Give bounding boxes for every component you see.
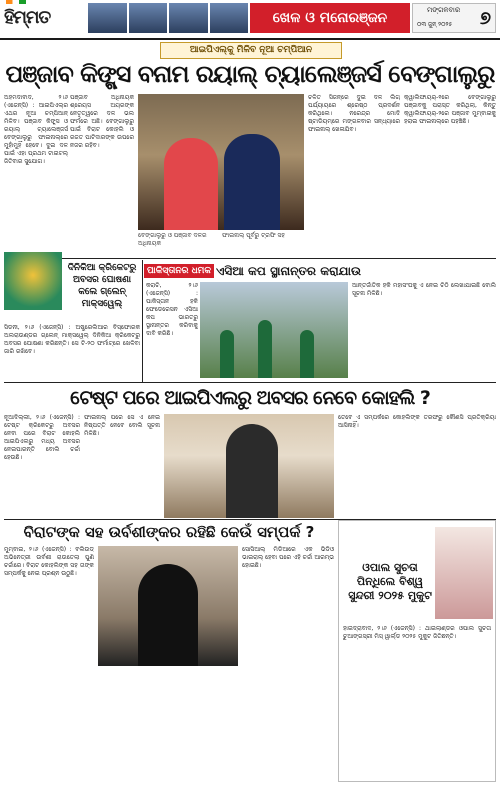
kohli-col-3: [338, 414, 496, 518]
miss-universe-body-text: ହାଇଦ୍ରାବାଦ, ୨।୬ (ଏଜେନ୍ସି) : ଥାଇଲାଣ୍ଡର ଓପାଲ ସୁଚତା ଚୁଆଙ୍ଗସ୍ରୀ ମିସ୍ ୱାର୍ଲ୍ଡ ୨୦୨୫ ମୁକୁଟ ଜିତିଛନ୍ତି।: [343, 625, 491, 640]
weekday: ମଙ୍ଗଳବାର: [427, 6, 461, 14]
lead-col-2: [70, 94, 134, 254]
maxwell-photo: [4, 252, 62, 310]
urvashi-body: [4, 546, 94, 782]
lead-col-3: [308, 94, 400, 254]
lead-col-3-text: ଚଳିତ ସିଜନ୍‌ରେ ଦୁଇ ଦଳ ଲିଗ୍ ପର୍ଯ୍ୟାୟରେ ଶ୍ରେଷ୍ଠ ପ୍ରଦର୍ଶନ କରିଥିଲେ। ନରେନ୍ଦ୍ର ମୋଦି ଷ୍ଟାଡିୟମ୍‌ରେ ମଙ୍ଗଳବାର ସନ୍ଧ୍ୟାରେ ଫାଇନାଲ୍ ଖେଳାଯିବ।: [308, 94, 400, 133]
pak-headline: ଏସିଆ କପ ସ୍ଥାନାନ୍ତର କରାଯାଉ: [216, 264, 362, 278]
miss-universe-body: [343, 625, 491, 775]
miss-universe-box: [338, 520, 496, 782]
pak-right-col: [352, 282, 496, 380]
divider: [4, 382, 496, 383]
urvashi-photo: [98, 546, 238, 666]
kohli-col-2: [84, 414, 160, 518]
player-figure: [226, 424, 278, 518]
ipl-captains-photo: [138, 94, 304, 230]
maxwell-headline: ଦିନିକିଆ କ୍ରିକେଟରୁ ଅବସର ଘୋଷଣା କଲେ ଗ୍ଲେନ୍ ମାକ୍ସୱେଲ୍: [67, 263, 137, 309]
strip-photo: [129, 3, 168, 33]
maxwell-body: [4, 324, 140, 380]
player-figure: [300, 330, 314, 378]
person-figure: [138, 564, 198, 666]
section-title: ଖେଳ ଓ ମନୋରଞ୍ଜନ: [250, 3, 410, 33]
lead-headline: ପଞ୍ଜାବ କିଙ୍ଗ୍ସ ବନାମ ରୟାଲ୍ ଚ୍ୟାଲେଞ୍ଜର୍ସ ବେଙ୍ଗାଲୁରୁ: [5, 60, 495, 88]
strip-photo: [169, 3, 208, 33]
lead-col-2-text: ପଞ୍ଜାବ ଅଧିନାୟକ ଶ୍ରେୟସ ଅୟରଙ୍କ ନେତୃତ୍ୱରେ ଦଳ ଭଲ ଫର୍ମରେ ଅଛି। ବେଙ୍ଗାଲୁରୁ ପାଇଁ ବିରାଟ କୋହଲି ଓ ରଜତ ପାଟିଦାରଙ୍କ ଉପରେ ନଜର ରହିବ।: [70, 94, 134, 149]
miss-universe-headline: ଓପାଲ ସୁଚତା ପିନ୍ଧିଲେ ବିଶ୍ୱ ସୁନ୍ଦରୀ ୨୦୨୫ ମୁକୁଟ: [348, 561, 432, 602]
player-figure: [258, 320, 272, 378]
kohli-photo: [164, 414, 334, 518]
urvashi-body-text: ମୁମ୍ବାଇ, ୨।୬ (ଏଜେନ୍ସି) : ବଲିଉଡ୍ ଅଭିନେତ୍ରୀ ଉର୍ବଶୀ ରାଉତେଲା ପୁଣି ଚର୍ଚ୍ଚାରେ। ବିରାଟ କୋହଲିଙ୍କ ସହ ତାଙ୍କ ସମ୍ପର୍କକୁ ନେଇ ପ୍ରଶ୍ନ ଉଠୁଛି।: [4, 546, 94, 577]
pak-body-text: କରାଚି, ୨।୬ (ଏଜେନ୍ସି) : ପାକିସ୍ତାନ ହକି ଫେଡେରେସନ ଏସିଆ କପ ଭାରତରୁ ସ୍ଥାନାନ୍ତର କରିବାକୁ ଦାବି କରିଛି।: [146, 282, 198, 337]
maxwell-body-text: ସିଡନୀ, ୨।୬ (ଏଜେନ୍ସି) : ଅଷ୍ଟ୍ରେଲିଆର ବିସ୍ଫୋରକ ଅଲରାଉଣ୍ଡର ଗ୍ଲେନ୍ ମାକ୍ସୱେଲ୍ ଦିନିକିଆ କ୍ରିକେଟରୁ ଅବସର ଘୋଷଣା କରିଛନ୍ତି। ସେ ଟି-୨୦ ଫର୍ମାଟ୍‌ରେ ଖେଳିବା ଜାରି ରଖିବେ।: [4, 324, 140, 355]
lead-col-1: [4, 94, 68, 254]
player-figure: [220, 330, 234, 378]
date: ୦୩ ଜୁନ୍ ୨୦୨୫: [417, 21, 453, 28]
pak-body: [146, 282, 198, 380]
page-number: ୭: [479, 8, 491, 29]
kohli-col-2-text: ଫାଇନାଲ୍ ପରେ ସେ ଏ ନେଇ ନିଷ୍ପତ୍ତି ନେବେ ବୋଲି ସୂଚନା ମିଳିଛି।: [84, 414, 160, 437]
player-figure: [164, 138, 218, 230]
pak-right-col-text: ଆନ୍ତର୍ଜାତିକ ହକି ମହାସଂଘକୁ ଏ ନେଇ ଚିଠି ଲେଖାଯାଇଛି ବୋଲି ସୂଚନା ମିଳିଛି।: [352, 282, 496, 297]
strip-photo: [210, 3, 249, 33]
lead-col-1-text: ଅହମଦାବାଦ, ୨।୬ (ଏଜେନ୍ସି) : ଆଇପିଏଲ୍‌ର ଏଥର ନୂଆ ଚମ୍ପିଆନ୍ ମିଳିବ। ପଞ୍ଜାବ କିଙ୍ଗ୍ସ ଓ ରୟାଲ୍ ଚ୍ୟାଲେଞ୍ଜର୍ସ ବେଙ୍ଗାଲୁରୁ ଫାଇନାଲ୍‌ରେ ମୁହାଁମୁହିଁ ହେବେ। ଦୁଇ ଦଳ ପାଇଁ ଏହା ପ୍ରଥମ ଟାଇଟଲ୍ ଜିତିବାର ସୁଯୋଗ।: [4, 94, 68, 165]
miss-universe-photo: [435, 527, 493, 619]
player-figure: [224, 134, 280, 230]
divider: [142, 260, 143, 382]
urvashi-right-text: ସୋସିଆଲ୍ ମିଡିଆରେ ଏକ ଭିଡିଓ ଭାଇରାଲ୍ ହେବା ପରେ ଏହି ଚର୍ଚ୍ଚା ଆରମ୍ଭ ହୋଇଛି।: [242, 546, 334, 569]
ipl-caption-left: ବେଙ୍ଗାଲୁରୁ ଓ ପଞ୍ଜାବ ଦଳର ଅଧିନାୟକ: [138, 232, 207, 247]
masthead-photo-strip: [88, 3, 248, 33]
pak-kicker: ପାକିସ୍ତାନର ଧମକ: [144, 264, 214, 278]
masthead: [0, 0, 500, 40]
hockey-photo: [200, 282, 348, 378]
ipl-caption-right: ଫାଇନାଲ୍ ପୂର୍ବରୁ ଟ୍ରଫି ସହ: [222, 232, 285, 239]
lead-col-4-text: କ୍ୱାଲିଫାୟର୍-୧ରେ ବେଙ୍ଗାଲୁରୁ ପଞ୍ଜାବକୁ ପରାସ୍ତ କରିଥିଲା, କିନ୍ତୁ କ୍ୱାଲିଫାୟର୍-୨ରେ ପଞ୍ଜାବ ମୁମ୍ବାଇକୁ ହରାଇ ଫାଇନାଲ୍‌ରେ ପହଞ୍ଚିଛି।: [404, 94, 496, 125]
urvashi-headline: ବିରାଟଙ୍କ ସହ ଉର୍ବଶୀଙ୍କର ରହିଛି କେଉଁ ସମ୍ପର୍କ ?: [23, 523, 315, 541]
lead-kicker: ଆଇପିଏଲ୍‌କୁ ମିଳିବ ନୂଆ ଚମ୍ପିଆନ: [160, 42, 342, 59]
kohli-headline: ଟେଷ୍ଟ ପରେ ଆଇପିଏଲରୁ ଅବସର ନେବେ କୋହଲି ?: [70, 387, 430, 409]
date-box: [412, 3, 496, 33]
logo-text: ହିମ୍ମତ: [4, 7, 51, 28]
strip-photo: [88, 3, 127, 33]
kohli-col-1-text: ନୂଆଦିଲ୍ଲୀ, ୨।୬ (ଏଜେନ୍ସି) : ଟେଷ୍ଟ କ୍ରିକେଟରୁ ଅବସର ନେବା ପରେ ବିରାଟ କୋହଲି ଆଇପିଏଲରୁ ମଧ୍ୟ ଅବସର ନେଇପାରନ୍ତି ବୋଲି ଚର୍ଚ୍ଚା ହେଉଛି।: [4, 414, 80, 461]
kohli-col-3-text: ତେବେ ଏ ସମ୍ପର୍କରେ କୋହଲିଙ୍କ ତରଫରୁ କୌଣସି ପ୍ରତିକ୍ରିୟା ଆସିନାହିଁ।: [338, 414, 496, 429]
lead-col-4: [404, 94, 496, 254]
flag-icon: [6, 0, 26, 4]
kohli-col-1: [4, 414, 80, 518]
urvashi-right: [242, 546, 334, 782]
newspaper-logo: [4, 3, 86, 33]
divider: [4, 258, 496, 259]
